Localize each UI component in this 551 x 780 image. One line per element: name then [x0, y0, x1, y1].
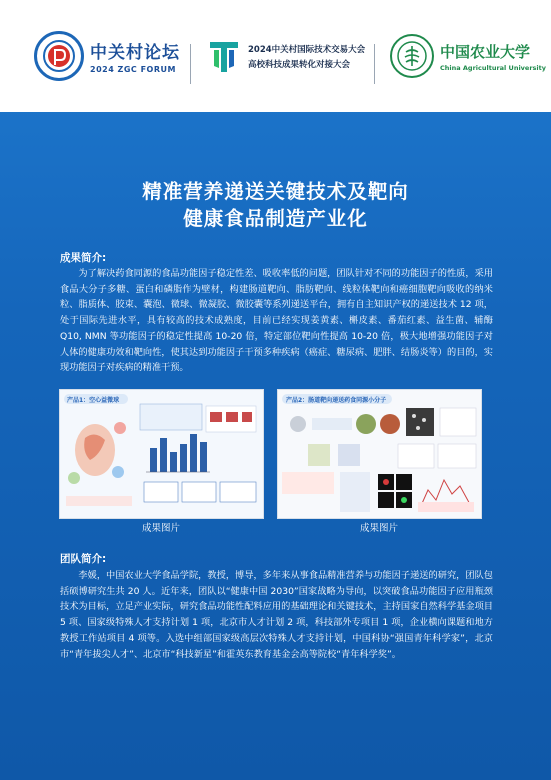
conference-name-line2: 高校科技成果转化对接大会: [248, 59, 351, 70]
page-title-line2: 健康食品制造产业化: [183, 207, 368, 230]
achievement-image-1: [59, 389, 264, 519]
logo-divider: [190, 44, 191, 84]
zgc-forum-en: 2024 ZGC FORUM: [90, 65, 176, 74]
achievement-text: [60, 266, 493, 376]
image1-heading: 产品1：空心益微球: [67, 397, 120, 404]
university-name: 中国农业大学: [440, 42, 531, 61]
image-caption-1: 成果图片: [141, 523, 180, 534]
cau-logo: [390, 28, 546, 84]
page-title-line1: 精准营养递送关键技术及靶向: [142, 180, 409, 203]
achievement-paragraph: 为了解决药食同源的食品功能因子稳定性差、吸收率低的问题，团队针对不同的功能因子的性质，采用食品大分子多糖、蛋白和磷脂作为壁材，构建肠道靶向、脂肪靶向、线粒体靶向和癌细胞靶向吸收的纳米粒、脂质体、胶束、囊泡、微球、微凝胶、微胶囊等系列递送平台，拥有自主知识产权的递送技术 12 项，处于国际先进水平，具有较高的技术成熟度，目前已经实现姜黄素、槲皮素、番茄红素、益生菌、辅酶 Q10, NMN 等功能因子的稳定性提高 10-20 倍，特定部位靶向性提高 10-20 倍，极大地增强功能因子对人体的健康功效和靶向性，使其达到功能因子干预多种疾病（癌症、糖尿病、肥胖、结肠炎等）的目的，实现功能因子对疾病的精准干预。: [60, 268, 493, 374]
cau-seal-icon: [390, 34, 434, 78]
achievement-image-2: [277, 389, 482, 519]
zgc-badge-icon: [34, 31, 84, 81]
conference-logo: [206, 28, 365, 84]
logo-divider: [374, 44, 375, 84]
logo-header: [0, 0, 551, 112]
achievement-heading: 成果简介:: [60, 252, 107, 264]
conference-emblem-icon: [206, 36, 242, 76]
zgc-forum-logo: [34, 28, 180, 84]
zgc-forum-name: 中关村论坛: [90, 43, 180, 63]
conference-name-line1: 2024中关村国际技术交易大会: [248, 44, 366, 55]
team-paragraph: 李媛，中国农业大学食品学院，教授，博导，多年来从事食品精准营养与功能因子递送的研究，团队包括硕博研究生共 20 人。近年来，团队以“健康中国 2030”国家战略为导向，以突破食品功能因子应用瓶颈技术为目标，立足产业实际，研究食品功能性配料应用的基础理论和关键技术，主持国家自然科学基金项目 5 项、国家级特殊人才支持计划 1 项，北京市人才计划 2 项，科技部外专项目 1 项，企业横向课题和地方教授工作站项目 4 项等。入选中组部国家级高层次特殊人才支持计划，中国科协“强国青年科学家”，北京市“青年拔尖人才”、北京市“科技新星”和霍英东教育基金会高等院校“青年科学奖”。: [60, 570, 493, 660]
team-text: [60, 568, 493, 662]
university-name-en: China Agricultural University: [440, 63, 546, 72]
image2-heading: 产品2：肠道靶向递送药食同源小分子: [286, 397, 387, 404]
team-heading: 团队简介:: [60, 553, 107, 565]
image-caption-2: 成果图片: [359, 523, 398, 534]
